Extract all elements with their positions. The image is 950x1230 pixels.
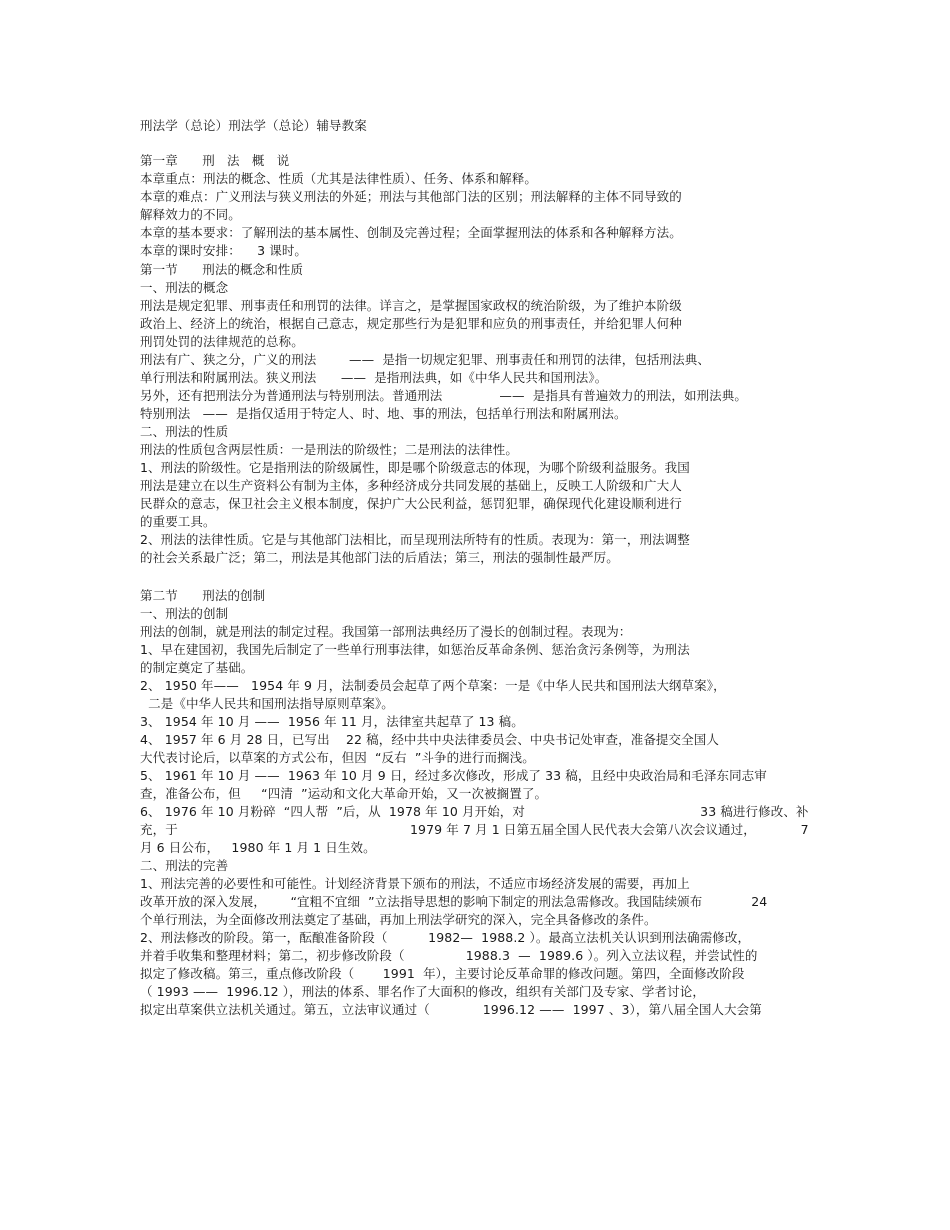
text-line: 拟定出草案供立法机关通过。第五，立法审议通过（ 1996.12 —— 1997 、3），第八届全国人大会第 — [140, 1002, 762, 1017]
text-line: 刑罚处罚的法律规范的总称。 — [140, 334, 304, 349]
text-line: 2、刑法的法律性质。它是与其他部门法相比，而呈现刑法所特有的性质。表现为：第一，刑法调整 — [140, 532, 690, 547]
text-line: 充，于 1979 年 7 月 1 日第五届全国人民代表大会第八次会议通过， 7 — [140, 822, 809, 837]
text-line: 特别刑法 —— 是指仅适用于特定人、时、地、事的刑法，包括单行刑法和附属刑法。 — [140, 406, 627, 421]
text-line: 拟定了修改稿。第三，重点修改阶段（ 1991 年），主要讨论反革命罪的修改问题。第四，全面修改阶段 — [140, 966, 745, 981]
section-heading: 第二节 刑法的创制 — [140, 588, 266, 603]
text-line: 刑法是规定犯罪、刑事责任和刑罚的法律。详言之，是掌握国家政权的统治阶级，为了维护本阶级 — [140, 298, 682, 313]
text-line: 刑法的创制，就是刑法的制定过程。我国第一部刑法典经历了漫长的创制过程。表现为： — [140, 624, 632, 639]
text-line: 2、 1950 年—— 1954 年 9 月，法制委员会起草了两个草案：一是《中华人民共和国刑法大纲草案》， — [140, 678, 726, 693]
text-line: 并着手收集和整理材料；第二，初步修改阶段（ 1988.3 — 1989.6 ）。列入立法议程，并尝试性的 — [140, 948, 758, 963]
text-line: 个单行刑法，为全面修改刑法奠定了基础，再加上刑法学研究的深入，完全具备修改的条件。 — [140, 912, 657, 927]
text-line: 5、 1961 年 10 月 —— 1963 年 10 月 9 日，经过多次修改，形成了 33 稿，且经中央政治局和毛泽东同志审 — [140, 768, 767, 783]
text-line: 刑法有广、狭之分，广义的刑法 —— 是指一切规定犯罪、刑事责任和刑罚的法律，包括刑法典、 — [140, 352, 710, 367]
text-line: 6、 1976 年 10 月粉碎 “四人帮 ”后，从 1978 年 10 月开始，对 33 稿进行修改、补 — [140, 804, 809, 819]
text-line: 本章重点：刑法的概念、性质（尤其是法律性质）、任务、体系和解释。 — [140, 171, 537, 186]
subsection-heading: 二、刑法的完善 — [140, 858, 229, 873]
text-line: 本章的难点：广义刑法与狭义刑法的外延；刑法与其他部门法的区别；刑法解释的主体不同导致的 — [140, 189, 682, 204]
text-line: 本章的课时安排： 3 课时。 — [140, 243, 308, 258]
subsection-heading: 一、刑法的概念 — [140, 280, 229, 295]
text-line: 3、 1954 年 10 月 —— 1956 年 11 月，法律室共起草了 13 稿。 — [140, 714, 524, 729]
text-line: （ 1993 —— 1996.12 ），刑法的体系、罪名作了大面积的修改，组织有关部门及专家、学者讨论， — [140, 984, 705, 999]
text-line: 政治上、经济上的统治，根据自己意志，规定那些行为是犯罪和应负的刑事责任，并给犯罪人何种 — [140, 316, 682, 331]
text-line: 另外，还有把刑法分为普通刑法与特别刑法。普通刑法 —— 是指具有普遍效力的刑法，如刑法典。 — [140, 388, 747, 403]
text-line: 的制定奠定了基础。 — [140, 660, 254, 675]
text-line: 刑法是建立在以生产资料公有制为主体，多种经济成分共同发展的基础上，反映工人阶级和广大人 — [140, 478, 682, 493]
text-line: 4、 1957 年 6 月 28 日，已写出 22 稿，经中共中央法律委员会、中央书记处审查，准备提交全国人 — [140, 732, 719, 747]
text-line: 1、早在建国初，我国先后制定了一些单行刑事法律，如惩治反革命条例、惩治贪污条例等，为刑法 — [140, 642, 690, 657]
subsection-heading: 二、刑法的性质 — [140, 424, 229, 439]
text-line: 刑法的性质包含两层性质：一是刑法的阶级性；二是刑法的法律性。 — [140, 442, 519, 457]
text-line: 的社会关系最广泛；第二，刑法是其他部门法的后盾法；第三，刑法的强制性最严厉。 — [140, 550, 619, 565]
document-title: 刑法学（总论）刑法学（总论）辅导教案 — [140, 118, 367, 133]
text-line: 查，准备公布，但 “四清 ”运动和文化大革命开始，又一次被搁置了。 — [140, 786, 548, 801]
chapter-heading: 第一章 刑 法 概 说 — [140, 153, 290, 168]
section-heading: 第一节 刑法的概念和性质 — [140, 262, 304, 277]
text-line: 民群众的意志，保卫社会主义根本制度，保护广大公民利益，惩罚犯罪，确保现代化建设顺利进行 — [140, 496, 682, 511]
subsection-heading: 一、刑法的创制 — [140, 606, 229, 621]
text-line: 的重要工具。 — [140, 514, 216, 529]
text-line: 2、刑法修改的阶段。第一，酝酿准备阶段（ 1982— 1988.2 ）。最高立法机关认识到刑法确需修改， — [140, 930, 751, 945]
text-line: 月 6 日公布， 1980 年 1 月 1 日生效。 — [140, 840, 376, 855]
text-line: 大代表讨论后，以草案的方式公布，但因 “反右 ”斗争的进行而搁浅。 — [140, 750, 535, 765]
text-line: 二是《中华人民共和国刑法指导原则草案》。 — [140, 696, 394, 711]
text-line: 本章的基本要求：了解刑法的基本属性、创制及完善过程；全面掌握刑法的体系和各种解释方法。 — [140, 225, 682, 240]
text-line: 解释效力的不同。 — [140, 207, 241, 222]
text-line: 1、刑法的阶级性。它是指刑法的阶级属性，即是哪个阶级意志的体现，为哪个阶级利益服务。我国 — [140, 460, 690, 475]
text-line: 1、刑法完善的必要性和可能性。计划经济背景下颁布的刑法，不适应市场经济发展的需要，再加上 — [140, 876, 690, 891]
text-line: 单行刑法和附属刑法。狭义刑法 —— 是指刑法典，如《中华人民共和国刑法》。 — [140, 370, 608, 385]
text-line: 改革开放的深入发展， “宜粗不宜细 ”立法指导思想的影响下制定的刑法急需修改。我国陆续颁布 24 — [140, 894, 768, 909]
